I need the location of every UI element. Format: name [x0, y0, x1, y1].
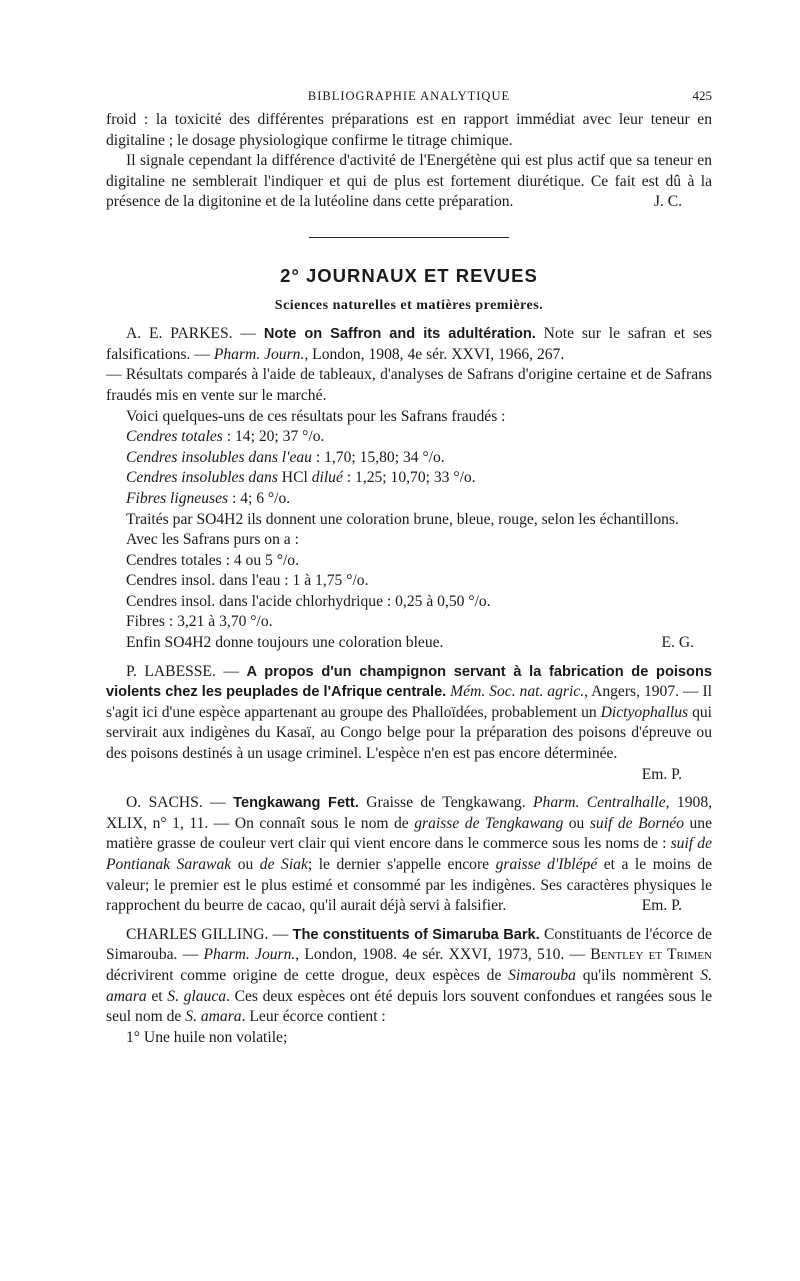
term: graisse d'Iblépé — [495, 856, 598, 873]
list-value: : 14; 20; 37 °/o. — [222, 428, 325, 446]
entry-text: une matière grasse de couleur vert clair qui vient encore dans le commerce sous les noms de : — [106, 814, 713, 853]
author-names: Bentley et Trimen — [590, 946, 712, 964]
list-term: HCl — [277, 469, 312, 487]
entry-text: ou — [563, 814, 590, 832]
term: suif de Bornéo — [589, 814, 684, 832]
journal-name: Mém. Soc. nat. agric. — [446, 683, 585, 701]
paragraph-text: Il signale cependant la différence d'activité de l'Energétène qui est plus actif que sa teneur en digitaline ne semblerait l'indiquer et qui de plus est fortement diurétique. Ce fait est dû à la présence de la digitonine et de la lutéoline dans cette préparation. — [106, 152, 712, 211]
entry-text: et a le moins de valeur; le premier est le plus estimé et consommé par les indigènes. Ses caractères physiques le rapprochent du beurre de cacao, qu'il aurait déjà servi à falsifier. — [106, 856, 713, 915]
entry-ref: , Angers, 1907. — Il s'agit ici d'une espèce appartenant au groupe des Phalloïdées, probablement un — [106, 683, 713, 721]
review-entry — [106, 662, 712, 786]
term: de Siak — [259, 856, 308, 873]
list-line: Cendres insol. dans l'eau : 1 à 1,75 °/o. — [126, 572, 369, 590]
paragraph: — Résultats comparés à l'aide de tableaux, d'analyses de Safrans d'origine certaine et de Safrans fraudés mis en vente sur le marché. — [106, 366, 712, 404]
entry-text: décrivirent comme origine de cette drogue, deux espèces de — [106, 966, 509, 984]
journal-name: Pharm. Journ. — [203, 946, 296, 964]
entry-text: ; le dernier s'appelle encore — [307, 856, 496, 873]
section-title: 2° JOURNAUX ET REVUES — [280, 264, 538, 286]
review-entry — [106, 925, 712, 1049]
entry-title: Tengkawang Fett. — [233, 795, 359, 812]
entry-author: CHARLES GILLING. — — [126, 925, 293, 943]
entry-title: A propos d'un champignon servant à la fabrication de poisons violents chez les peuplades de l'Afrique centrale. — [106, 663, 712, 701]
term: S. glauca — [167, 987, 227, 1005]
term: graisse de Tengkawang — [414, 814, 564, 832]
paragraph-text: Enfin SO4H2 donne toujours une coloration bleue. — [126, 634, 444, 652]
entry-ref: , 1908, XLIX, n° 1, 11. — On connaît sous le nom de — [106, 794, 713, 832]
list-term: Cendres insolubles dans l'eau — [126, 448, 312, 466]
entry-head — [106, 662, 712, 765]
entry-head — [106, 793, 712, 917]
entry-title: The constituents of Simaruba Bark. — [292, 926, 540, 943]
list-value: : 1,25; 10,70; 33 °/o. — [342, 469, 476, 487]
list-line — [106, 633, 712, 654]
review-entry — [106, 324, 712, 654]
entry-title: Note on Saffron and its adultération. — [263, 326, 536, 343]
paragraph: Voici quelques-uns de ces résultats pour les Safrans fraudés : — [126, 407, 506, 425]
term: suif de Pontianak Sarawak — [106, 835, 712, 873]
section-subtitle: Sciences naturelles et matières premières. — [274, 297, 544, 313]
entry-text: qui servirait aux indigènes du Kasaï, au Congo belge pour la préparation des poisons d'épreuve ou des poisons destinés à un usage criminel. L'espèce n'en est pas encore déterminée. — [106, 703, 713, 763]
journal-name: Pharm. Journ. — [213, 345, 305, 363]
entry-text: . Ces deux espèces ont été depuis lors souvent confondues et rangées sous le seul nom de — [106, 987, 712, 1026]
list-term: dilué — [311, 469, 343, 487]
list-value: : 1,70; 15,80; 34 °/o. — [311, 448, 445, 466]
list-line: Fibres : 3,21 à 3,70 °/o. — [126, 613, 273, 631]
list-value: : 4; 6 °/o. — [228, 489, 291, 507]
author-signature: J. C. — [653, 193, 682, 211]
page-number: 425 — [692, 88, 712, 103]
author-signature: Em. P. — [641, 897, 682, 915]
entry-author: O. SACHS. — — [126, 794, 234, 812]
paragraph: Avec les Safrans purs on a : — [126, 531, 299, 549]
entry-desc: Note sur le safran et ses falsifications. — — [106, 325, 713, 363]
list-line — [106, 489, 712, 510]
entry-desc: Graisse de Tengkawang. — [358, 794, 534, 812]
author-signature: Em. P. — [641, 765, 682, 783]
term: S. amara — [185, 1008, 242, 1026]
journal-name: Pharm. Centralhalle — [533, 794, 666, 812]
entry-text: . Leur écorce contient : — [241, 1008, 386, 1026]
list-line — [106, 448, 712, 469]
term: S. amara — [106, 966, 712, 1005]
list-line — [106, 468, 712, 489]
paragraph — [106, 151, 712, 213]
list-term: Fibres ligneuses — [126, 489, 229, 507]
entry-desc: Constituants de l'écorce de Simarouba. — — [106, 925, 712, 964]
entry-author: P. LABESSE. — — [126, 662, 247, 680]
entry-head — [106, 324, 712, 365]
genus-name: Dictyophallus — [600, 703, 689, 721]
section-divider — [309, 237, 509, 238]
entry-author: A. E. PARKES. — — [126, 325, 264, 343]
review-entry — [106, 793, 712, 917]
entry-text: ou — [231, 856, 260, 873]
paragraph: Traités par SO4H2 ils donnent une coloration brune, bleue, rouge, selon les échantillons. — [126, 510, 679, 528]
author-signature: E. G. — [661, 634, 694, 652]
list-line: Cendres insol. dans l'acide chlorhydrique : 0,25 à 0,50 °/o. — [126, 592, 491, 610]
term: Simarouba — [508, 966, 576, 984]
paragraph: froid : la toxicité des différentes préparations est en rapport immédiat avec leur teneur en digitaline ; le dosage physiologique confirme le titrage chimique. — [106, 111, 712, 149]
page — [106, 84, 712, 1048]
entry-text: qu'ils nommèrent — [575, 966, 701, 984]
entry-ref: , London, 1908, 4e sér. XXVI, 1966, 267. — [304, 345, 565, 363]
list-term: Cendres insolubles dans — [126, 469, 278, 487]
running-title: BIBLIOGRAPHIE ANALYTIQUE — [307, 89, 511, 103]
entry-ref: , London, 1908. 4e sér. XXVI, 1973, 510. — — [295, 946, 591, 964]
list-term: Cendres totales — [126, 428, 223, 446]
entry-head — [106, 925, 712, 1028]
list-line — [106, 427, 712, 448]
running-head — [106, 84, 712, 110]
entry-text: et — [146, 987, 168, 1005]
list-line: Cendres totales : 4 ou 5 °/o. — [126, 551, 299, 569]
list-line: 1° Une huile non volatile; — [126, 1028, 288, 1046]
